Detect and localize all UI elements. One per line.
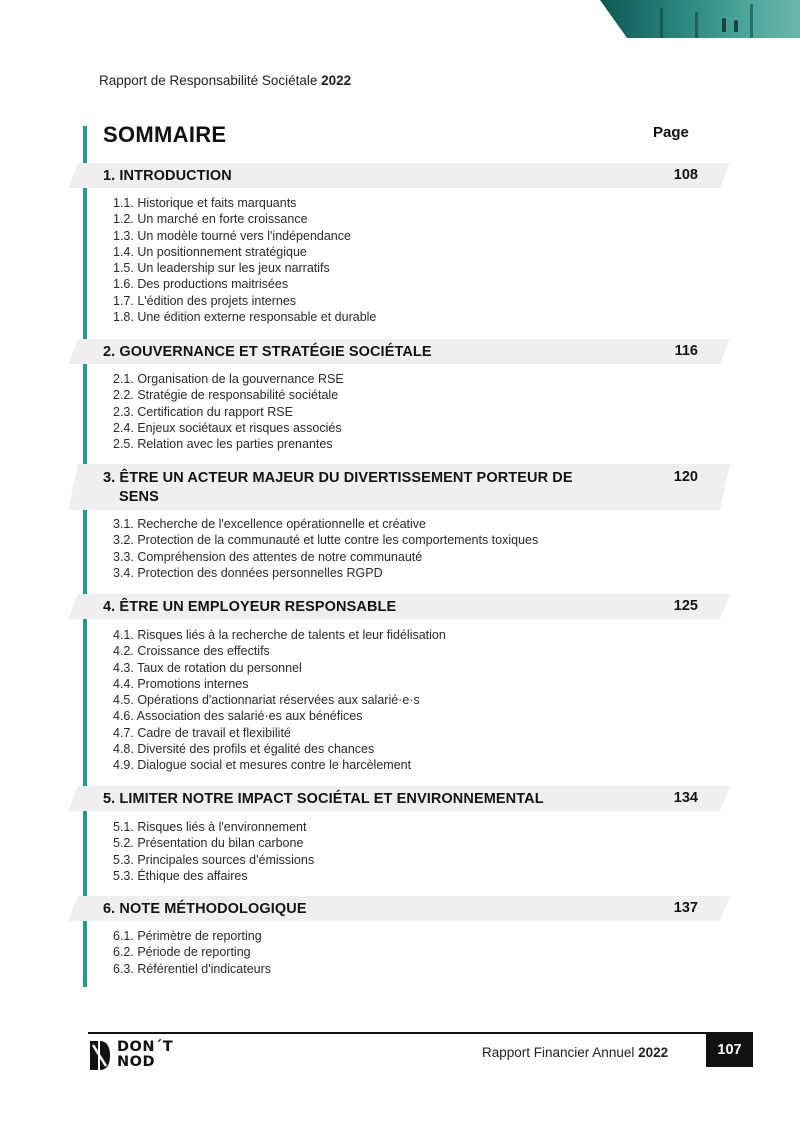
footer-title-text: Rapport Financier Annuel [482, 1045, 635, 1060]
toc-item[interactable]: 1.6. Des productions maitrisées [113, 277, 289, 292]
toc-item[interactable]: 5.2. Présentation du bilan carbone [113, 836, 304, 851]
toc-item[interactable]: 5.3. Éthique des affaires [113, 868, 248, 883]
toc-item[interactable]: 4.3. Taux de rotation du personnel [113, 660, 302, 675]
toc-item[interactable]: 1.4. Un positionnement stratégique [113, 244, 307, 259]
toc-item[interactable]: 3.4. Protection des données personnelles RGPD [113, 565, 383, 580]
section-page-number: 108 [673, 167, 698, 183]
toc-item[interactable]: 1.1. Historique et faits marquants [113, 196, 297, 210]
teal-left-rule [83, 126, 87, 987]
toc-item[interactable]: 4.5. Opérations d'actionnariat réservées aux salarié·e·s [113, 693, 420, 708]
corner-forest-illustration [600, 0, 800, 38]
section-items [113, 819, 314, 884]
section-page-number: 125 [673, 598, 698, 614]
section-page-number: 116 [674, 343, 698, 359]
toc-item[interactable]: 4.2. Croissance des effectifs [113, 644, 270, 659]
toc-item[interactable]: 6.3. Référentiel d'indicateurs [113, 961, 272, 976]
section-title[interactable] [103, 343, 623, 362]
toc-item[interactable]: 6.1. Périmètre de reporting [113, 929, 262, 943]
section-page-number: 137 [673, 900, 698, 916]
toc-item[interactable]: 2.2. Stratégie de responsabilité sociétale [113, 388, 339, 403]
section-title-line: 3. ÊTRE UN ACTEUR MAJEUR DU DIVERTISSEMENT PORTEUR DE [103, 470, 573, 486]
toc-item[interactable]: 2.1. Organisation de la gouvernance RSE [113, 372, 344, 386]
toc-item[interactable]: 4.1. Risques liés à la recherche de talents et leur fidélisation [113, 628, 446, 642]
dontnod-logo [90, 1040, 190, 1072]
report-header-title: Rapport de Responsabilité Sociétale [99, 73, 318, 88]
section-title[interactable] [103, 790, 623, 809]
toc-item[interactable]: 4.7. Cadre de travail et flexibilité [113, 725, 291, 740]
toc-item[interactable]: 4.9. Dialogue social et mesures contre le harcèlement [113, 758, 412, 773]
toc-item[interactable]: 5.3. Principales sources d'émissions [113, 852, 315, 867]
logo-line-1: DON´T [117, 1039, 174, 1055]
dontnod-logo-text [117, 1040, 173, 1069]
section-title-line: 4. ÊTRE UN EMPLOYEUR RESPONSABLE [103, 599, 397, 615]
report-header [99, 73, 351, 88]
section-title-line: 1. INTRODUCTION [103, 168, 232, 184]
section-items [113, 195, 376, 325]
toc-item[interactable]: 2.3. Certification du rapport RSE [113, 404, 293, 419]
toc-item[interactable]: 1.5. Un leadership sur les jeux narratifs [113, 261, 330, 276]
section-title-line: 2. GOUVERNANCE ET STRATÉGIE SOCIÉTALE [103, 344, 432, 360]
toc-item[interactable]: 2.4. Enjeux sociétaux et risques associés [113, 420, 342, 435]
section-items [113, 516, 538, 581]
toc-item[interactable]: 4.4. Promotions internes [113, 676, 249, 691]
section-items [113, 627, 446, 774]
page-number-badge: 107 [706, 1032, 753, 1067]
toc-item[interactable]: 1.8. Une édition externe responsable et durable [113, 310, 377, 325]
section-title-line: 5. LIMITER NOTRE IMPACT SOCIÉTAL ET ENVIRONNEMENTAL [103, 791, 544, 807]
logo-line-2: NOD [117, 1053, 155, 1070]
section-title-line: SENS [119, 489, 159, 505]
section-title[interactable] [103, 469, 623, 507]
section-title-line: 6. NOTE MÉTHODOLOGIQUE [103, 901, 307, 917]
toc-item[interactable]: 2.5. Relation avec les parties prenantes [113, 437, 333, 452]
toc-item[interactable]: 1.2. Un marché en forte croissance [113, 212, 308, 227]
footer-report-title [482, 1045, 668, 1060]
report-header-year: 2022 [321, 73, 352, 88]
toc-item[interactable]: 3.2. Protection de la communauté et lutte contre les comportements toxiques [113, 533, 539, 548]
toc-item[interactable]: 3.3. Compréhension des attentes de notre communauté [113, 549, 423, 564]
section-title[interactable] [103, 167, 623, 186]
toc-item[interactable]: 4.6. Association des salarié·es aux bénéfices [113, 709, 363, 724]
section-page-number: 120 [673, 469, 698, 485]
dontnod-logo-mark-icon [90, 1041, 110, 1070]
section-page-number: 134 [673, 790, 698, 806]
toc-item[interactable]: 1.3. Un modèle tourné vers l'indépendance [113, 228, 351, 243]
footer-rule [88, 1032, 753, 1034]
section-items [113, 928, 271, 977]
section-title[interactable] [103, 598, 623, 617]
footer-title-year: 2022 [638, 1045, 669, 1060]
toc-page-column-label: Page [653, 124, 689, 141]
toc-item[interactable]: 6.2. Période de reporting [113, 945, 251, 960]
toc-item[interactable]: 3.1. Recherche de l'excellence opérationnelle et créative [113, 517, 426, 531]
section-title[interactable] [103, 900, 623, 919]
toc-item[interactable]: 4.8. Diversité des profils et égalité des chances [113, 742, 375, 757]
toc-title: SOMMAIRE [103, 122, 227, 147]
toc-item[interactable]: 5.1. Risques liés à l'environnement [113, 820, 307, 834]
toc-item[interactable]: 1.7. L'édition des projets internes [113, 293, 297, 308]
section-items [113, 371, 344, 452]
